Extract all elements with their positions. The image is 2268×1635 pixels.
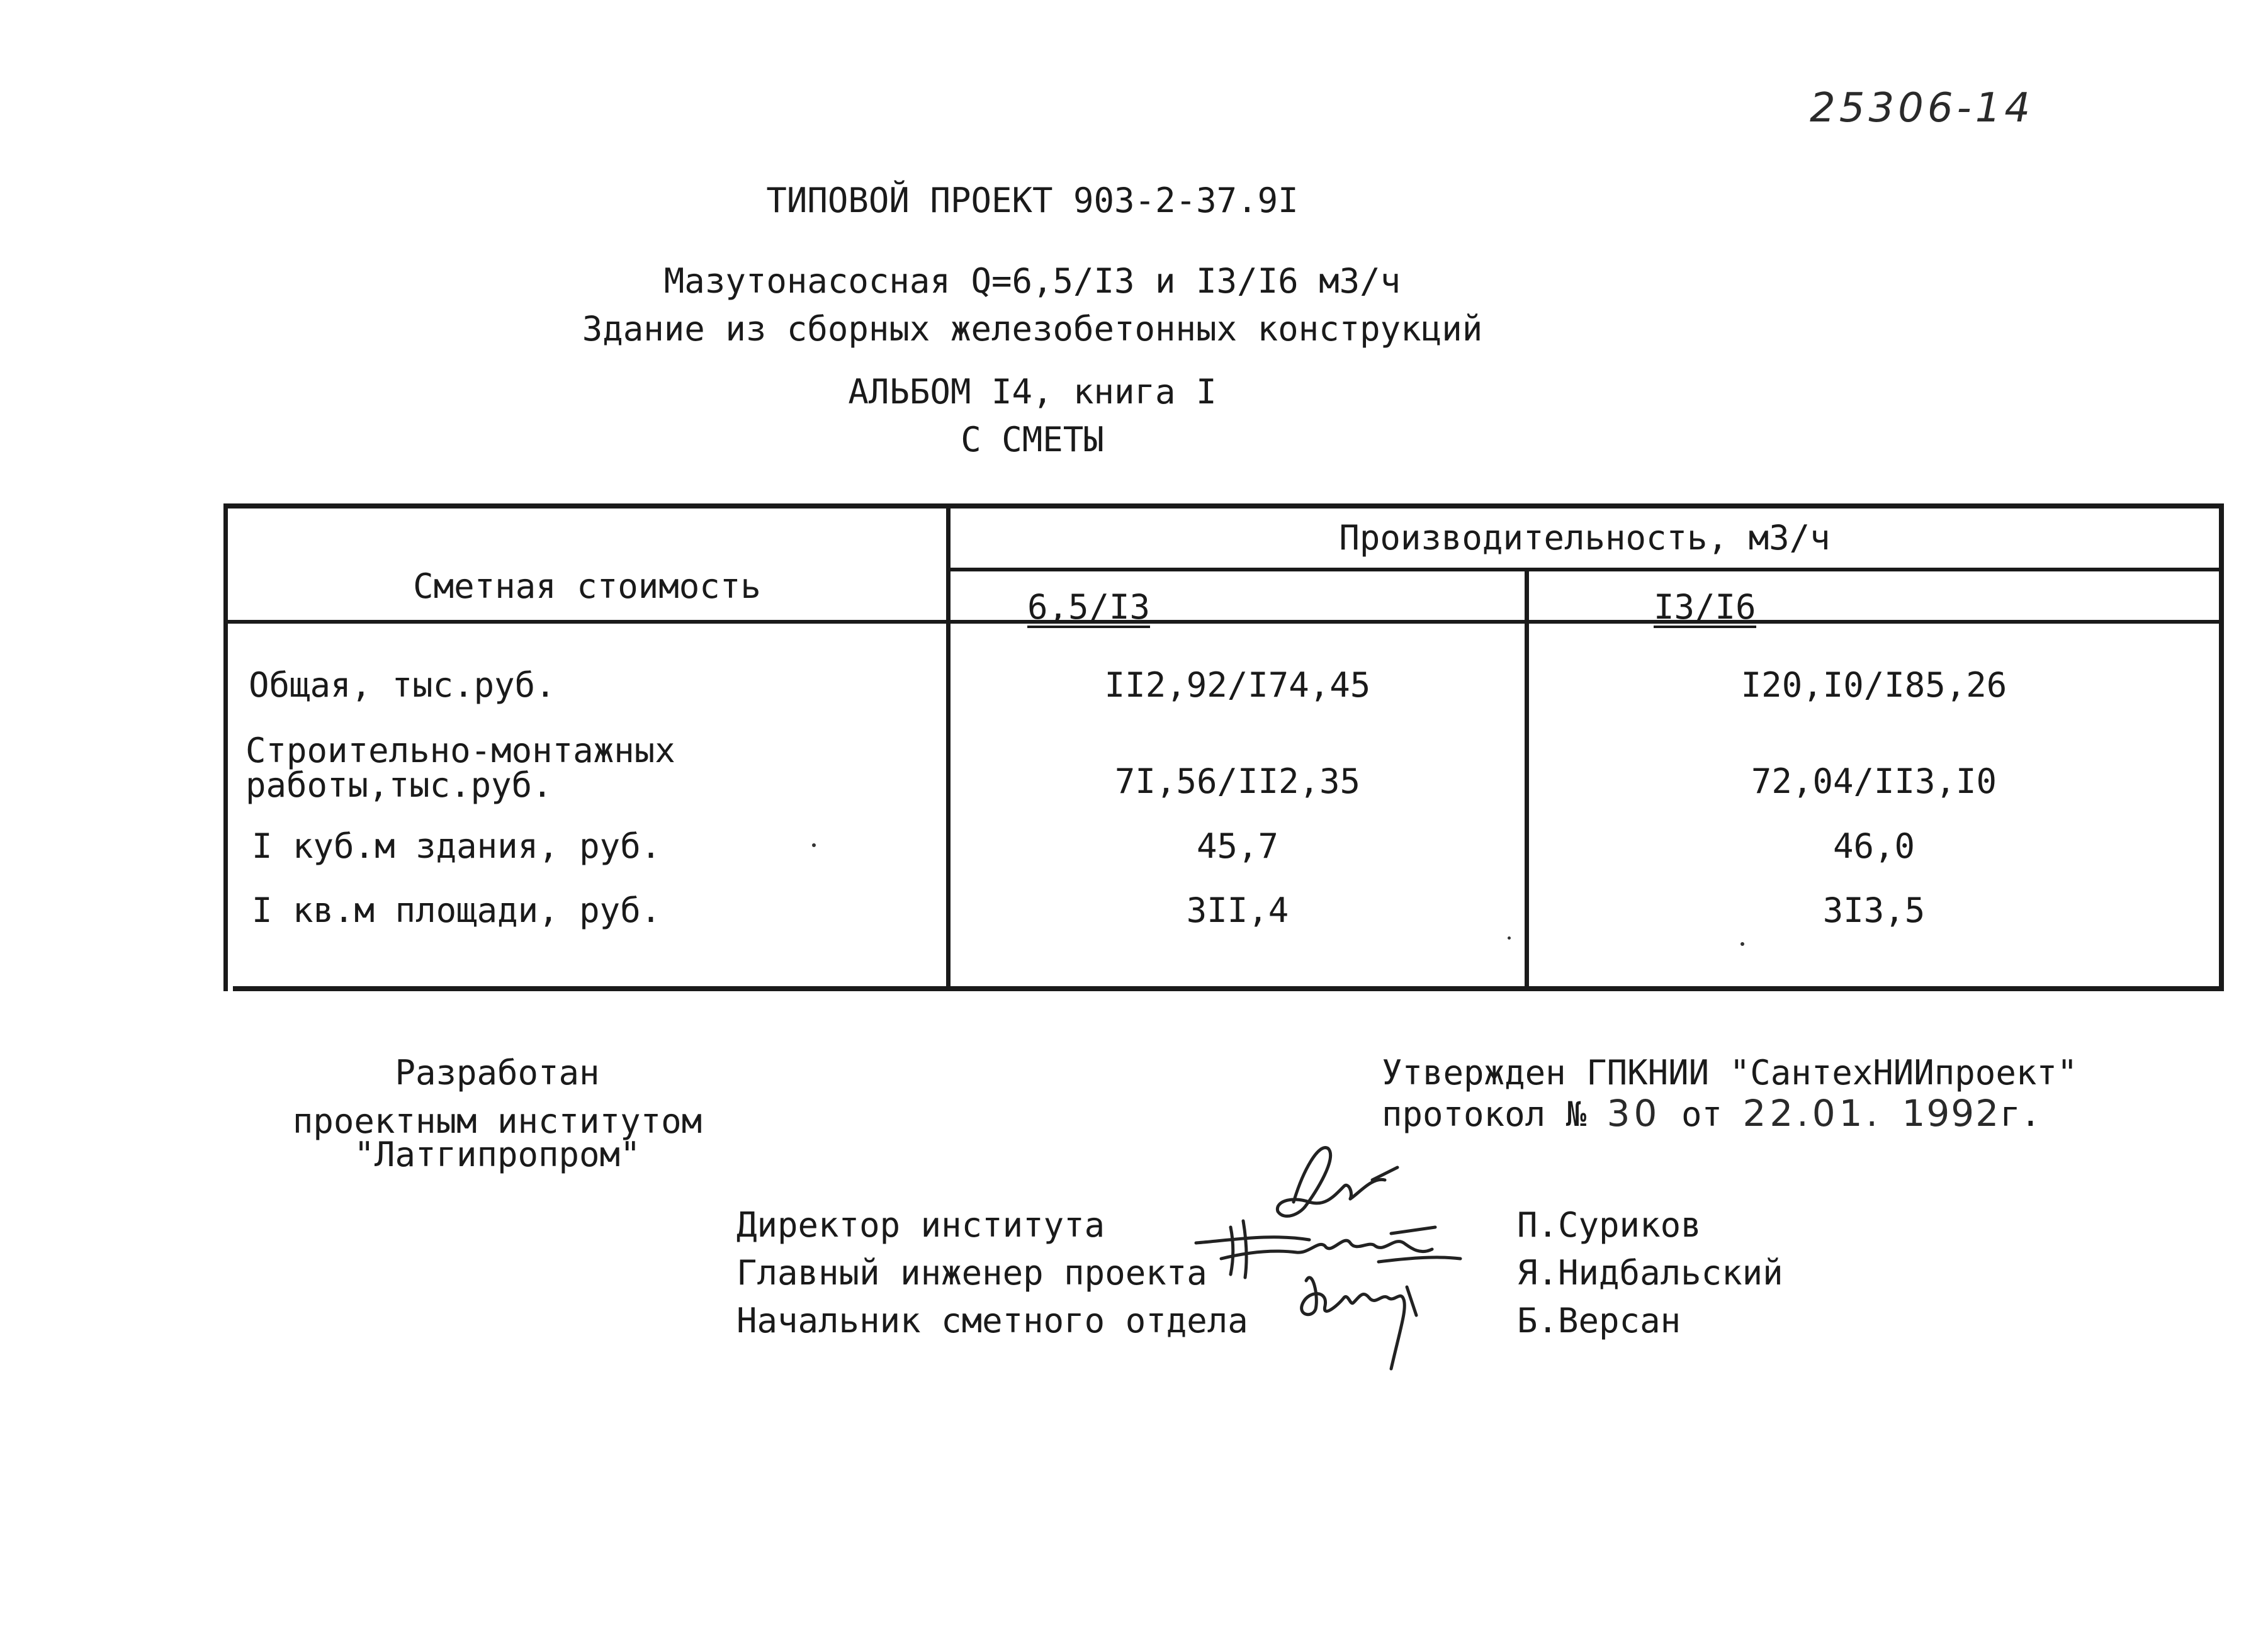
column-header-13-16: I3/I6 xyxy=(1654,588,1756,628)
cell-cubic-meter-col2: 46,0 xyxy=(1832,826,1915,866)
handwritten-signatures xyxy=(1183,1133,1511,1378)
chief-engineer-signature xyxy=(1196,1221,1432,1278)
table-group-header-underline xyxy=(946,568,2224,571)
protocol-number: 30 xyxy=(1606,1092,1661,1135)
scan-speck xyxy=(812,843,816,847)
table-divider-col2 xyxy=(1525,570,1529,991)
date-prefix: от xyxy=(1681,1094,1722,1134)
protocol-prefix: протокол № xyxy=(1382,1094,1587,1134)
row-label-total: Общая, тыс.руб. xyxy=(249,665,556,705)
table-border-top xyxy=(223,503,2222,508)
approval-line: Утвержден ГПКНИИ "СантехНИИпроект" xyxy=(1382,1053,2078,1093)
table-header-rule xyxy=(223,620,2222,624)
section-label: С СМЕТЫ xyxy=(961,420,1104,459)
cell-total-col2: I20,I0/I85,26 xyxy=(1740,665,2007,705)
director-signature xyxy=(1277,1148,1385,1216)
signatory-name-estimate-head: Б.Версан xyxy=(1517,1301,1681,1340)
protocol-date: 22.01. xyxy=(1742,1092,1882,1135)
developer-institute-name: "Латгипропром" xyxy=(354,1135,641,1174)
scan-speck xyxy=(1508,936,1511,940)
table-border-bottom xyxy=(233,986,2224,991)
signatory-name-chief-engineer: Я.Нидбальский xyxy=(1517,1253,1783,1293)
estimate-head-signature xyxy=(1302,1278,1405,1369)
approval-protocol xyxy=(1382,1092,2041,1135)
cell-total-col1: II2,92/I74,45 xyxy=(1104,665,1371,705)
row-label-cubic-meter: I куб.м здания, руб. xyxy=(252,826,662,866)
subtitle-line-1: Мазутонасосная Q=6,5/I3 и I3/I6 м3/ч xyxy=(663,261,1401,301)
developer-line-1: Разработан xyxy=(395,1053,600,1093)
cell-construction-col2: 72,04/II3,I0 xyxy=(1751,761,1997,801)
year-suffix: г. xyxy=(2000,1094,2041,1134)
cell-construction-col1: 7I,56/II2,35 xyxy=(1114,761,1361,801)
subtitle-line-2: Здание из сборных железобетонных конструкций xyxy=(582,309,1483,349)
signatory-role-estimate-head: Начальник сметного отдела xyxy=(736,1301,1248,1340)
protocol-year: 1992 xyxy=(1902,1092,2000,1135)
cell-cubic-meter-col1: 45,7 xyxy=(1196,826,1279,866)
cell-square-meter-col1: 3II,4 xyxy=(1186,891,1289,930)
column-header-6-5-13: 6,5/I3 xyxy=(1027,588,1150,628)
document-title: ТИПОВОЙ ПРОЕКТ 903-2-37.9I xyxy=(766,181,1299,220)
group-header-capacity: Производительность, м3/ч xyxy=(1339,518,1831,558)
album-label: АЛЬБОМ I4, книга I xyxy=(848,372,1217,412)
scan-speck xyxy=(1740,942,1744,946)
developer-line-2: проектным институтом xyxy=(292,1101,702,1141)
signatory-role-director: Директор института xyxy=(736,1205,1105,1245)
table-divider-col1 xyxy=(946,503,951,991)
row-label-construction: Строительно-монтажных работы,тыс.руб. xyxy=(245,731,675,805)
row-header-cost: Сметная стоимость xyxy=(413,566,761,606)
signatory-name-director: П.Суриков xyxy=(1517,1205,1701,1245)
cell-square-meter-col2: 3I3,5 xyxy=(1822,891,1926,930)
table-border-right xyxy=(2219,503,2224,991)
signatory-role-chief-engineer: Главный инженер проекта xyxy=(736,1253,1207,1293)
handwritten-code: 25306-14 xyxy=(1810,85,2034,132)
table-border-left xyxy=(223,503,228,991)
row-label-square-meter: I кв.м площади, руб. xyxy=(252,891,662,930)
